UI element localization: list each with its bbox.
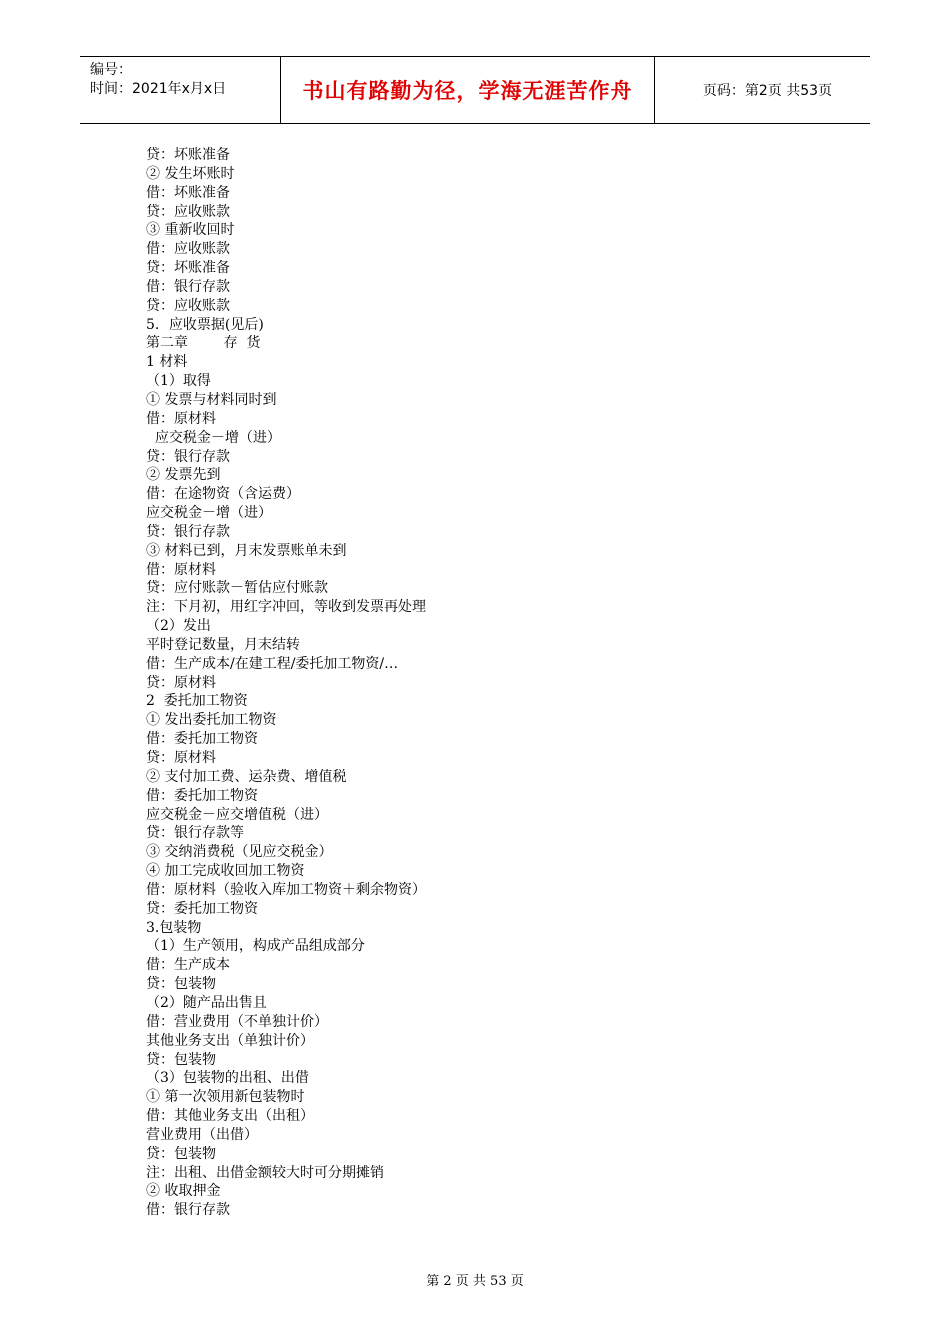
page-footer: 第 2 页 共 53 页 — [426, 1274, 524, 1289]
body-line: 2 委托加工物资 — [146, 693, 248, 710]
body-line: （2）随产品出售且 — [146, 994, 267, 1011]
body-line: （2）发出 — [146, 618, 211, 635]
header-page-info-cell — [655, 57, 870, 123]
header-motto: 书山有路勤为径，学海无涯苦作舟 — [302, 79, 633, 103]
body-line: 借：银行存款 — [146, 1202, 230, 1219]
body-line: 应交税金－应交增值税（进） — [146, 806, 328, 823]
body-line: 借：其他业务支出（出租） — [146, 1108, 314, 1125]
body-line: 注：出租、出借金额较大时可分期摊销 — [146, 1164, 384, 1181]
body-line: 贷：银行存款等 — [146, 825, 244, 842]
body-line: 第二章 存 货 — [146, 335, 261, 352]
body-line: 贷：坏账准备 — [146, 147, 230, 163]
body-line: ③ 材料已到，月末发票账单未到 — [146, 542, 347, 559]
body-line: 贷：坏账准备 — [146, 260, 230, 277]
body-line: 贷：包装物 — [146, 1051, 216, 1068]
body-line: 应交税金－增（进） — [146, 505, 272, 522]
body-line: 借：委托加工物资 — [146, 787, 258, 804]
body-line: 平时登记数量，月末结转 — [146, 636, 300, 653]
body-line: ② 发生坏账时 — [146, 165, 235, 182]
body-line: ④ 加工完成收回加工物资 — [146, 863, 305, 880]
body-line: 借：银行存款 — [146, 278, 230, 295]
body-line: 借：在途物资（含运费） — [146, 486, 300, 503]
body-line: 借：原材料（验收入库加工物资＋剩余物资） — [146, 881, 426, 898]
body-line: 借：生产成本 — [146, 957, 230, 974]
body-line: 贷：银行存款 — [146, 448, 230, 465]
body-line: 其他业务支出（单独计价） — [146, 1032, 314, 1049]
body-line: 借：生产成本/在建工程/委托加工物资/… — [146, 655, 399, 672]
body-line: ① 发出委托加工物资 — [146, 712, 277, 729]
body-line: ① 第一次领用新包装物时 — [146, 1089, 305, 1106]
header-meta — [80, 57, 281, 123]
body-line: 注：下月初，用红字冲回，等收到发票再处理 — [146, 599, 426, 616]
body-line: （1）取得 — [146, 373, 211, 390]
body-line: （3）包装物的出租、出借 — [146, 1070, 309, 1087]
body-line: 营业费用（出借） — [146, 1126, 258, 1143]
body-line: ② 发票先到 — [146, 467, 221, 484]
page-header — [80, 56, 870, 124]
body-line: 借：委托加工物资 — [146, 731, 258, 748]
body-line: 借：原材料 — [146, 410, 216, 427]
body-line: 贷：委托加工物资 — [146, 900, 258, 917]
body-line: 贷：包装物 — [146, 1145, 216, 1162]
body-line: 借：坏账准备 — [146, 184, 230, 201]
header-page-info: 页码：第2页 共53页 — [702, 83, 833, 99]
body-line: ① 发票与材料同时到 — [146, 391, 277, 408]
document-time: 时间：2021年x月x日 — [90, 81, 227, 97]
body-line: 贷：应付账款－暂估应付账款 — [146, 580, 328, 597]
document-body — [146, 146, 846, 1220]
body-line: 贷：原材料 — [146, 674, 216, 691]
body-line: 5．应收票据(见后) — [146, 316, 264, 333]
body-line: 贷：应收账款 — [146, 203, 230, 220]
body-line: 3.包装物 — [146, 919, 202, 936]
body-line: 借：营业费用（不单独计价） — [146, 1013, 328, 1030]
body-line: ③ 重新收回时 — [146, 222, 235, 239]
body-line: 1 材料 — [146, 354, 188, 371]
body-line: 贷：银行存款 — [146, 523, 230, 540]
body-line: 应交税金－增（进） — [146, 429, 281, 446]
document-number-label: 编号： — [90, 62, 132, 78]
body-line: （1）生产领用，构成产品组成部分 — [146, 938, 365, 955]
body-line: ② 支付加工费、运杂费、增值税 — [146, 768, 347, 785]
body-line: ③ 交纳消费税（见应交税金） — [146, 844, 333, 861]
body-line: ② 收取押金 — [146, 1183, 221, 1200]
body-line: 贷：包装物 — [146, 976, 216, 993]
header-motto-cell — [281, 57, 655, 123]
body-line: 借：原材料 — [146, 561, 216, 578]
body-line: 贷：原材料 — [146, 750, 216, 766]
body-line: 贷：应收账款 — [146, 297, 230, 314]
body-line: 借：应收账款 — [146, 241, 230, 258]
